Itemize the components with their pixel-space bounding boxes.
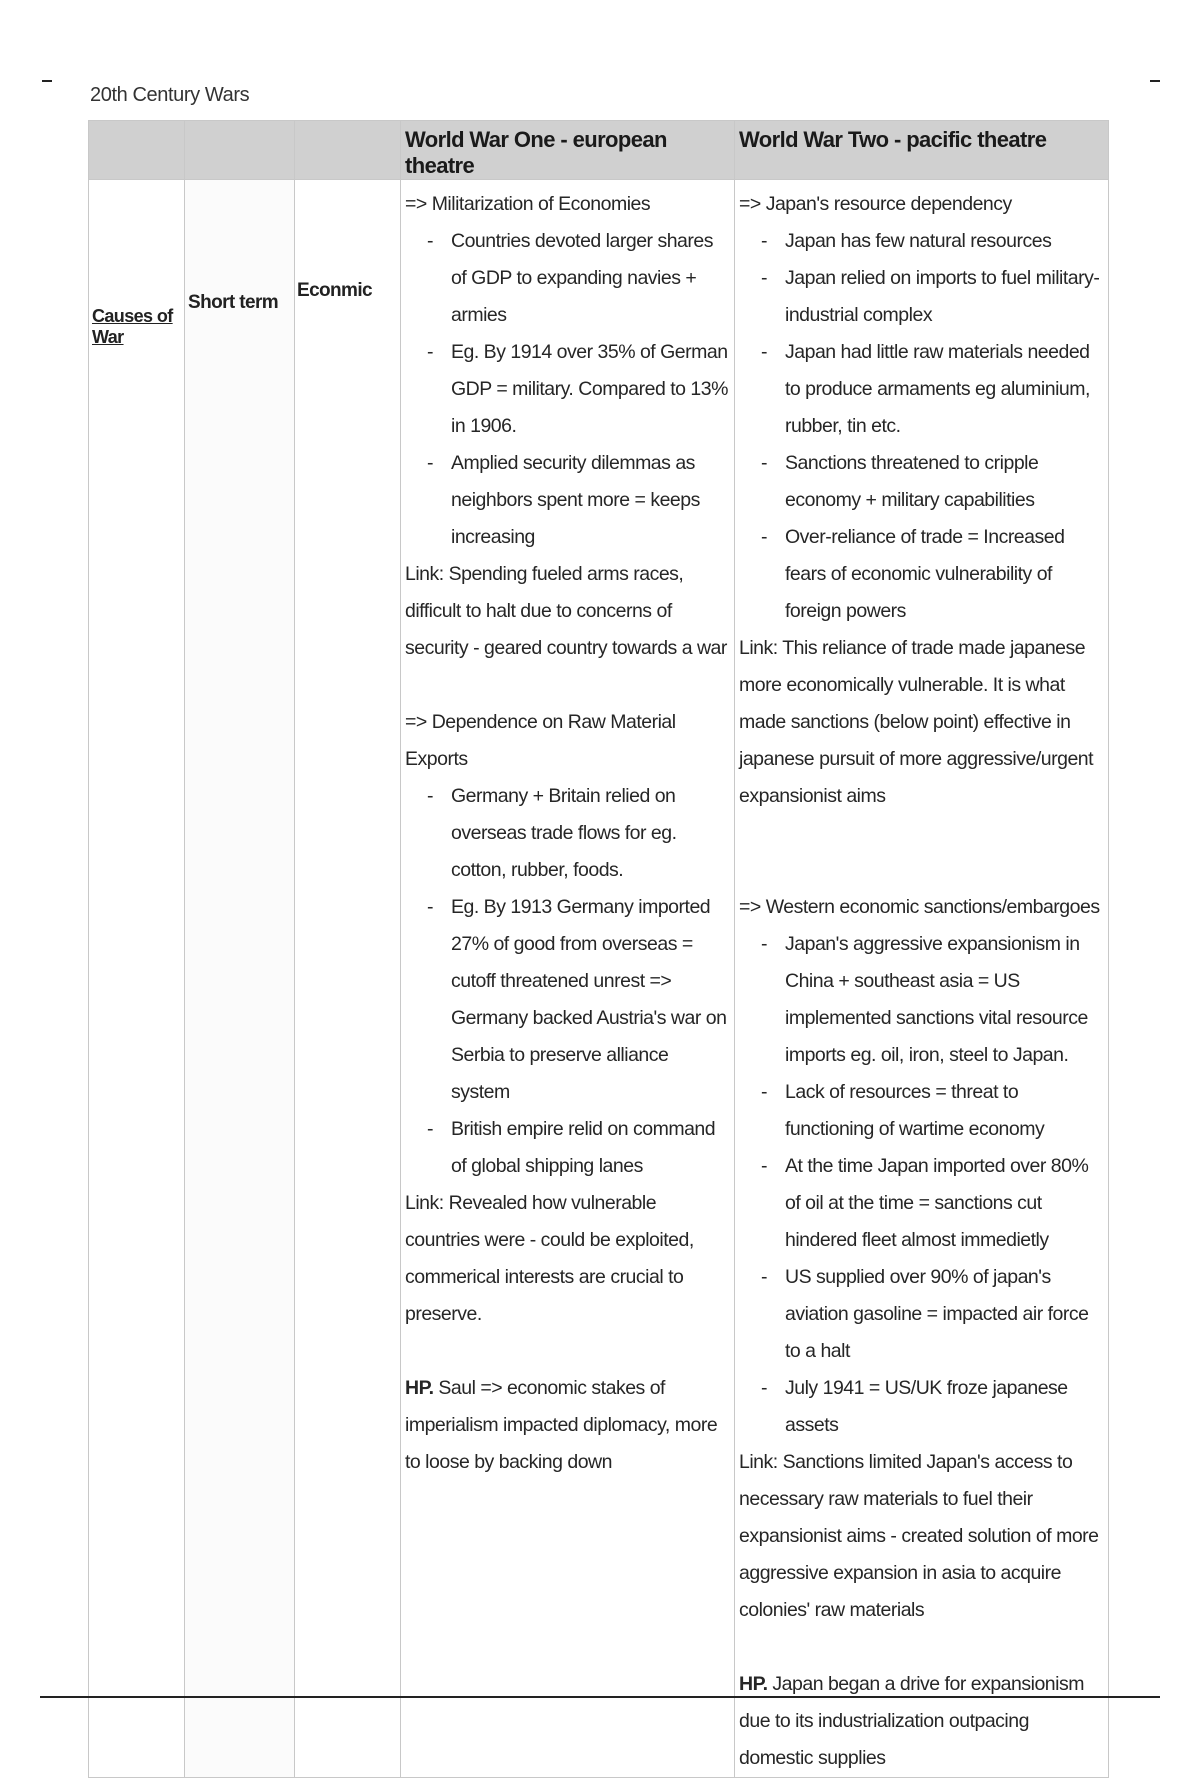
- ww1-section2-link: Link: Revealed how vulnerable countries were - could be exploited, commerical interests are crucial to preserve.: [405, 1192, 694, 1325]
- hp-label: HP.: [405, 1377, 434, 1399]
- term-label: Short term: [185, 180, 295, 1778]
- list-item: - Sanctions threatened to cripple economy + military capabilities: [785, 445, 1105, 519]
- list-item: - US supplied over 90% of japan's aviation gasoline = impacted air force to a halt: [785, 1259, 1105, 1370]
- list-item: - Countries devoted larger shares of GDP to expanding navies + armies: [451, 223, 731, 334]
- list-item: - Eg. By 1913 Germany imported 27% of good from overseas = cutoff threatened unrest => Germany backed Austria's war on Serbia to preserve alliance system: [451, 889, 731, 1111]
- ww1-section1-list: [405, 223, 731, 556]
- ww1-section2-list: [405, 778, 731, 1185]
- ww2-section2-heading: => Western economic sanctions/embargoes: [739, 896, 1100, 918]
- header-cell-cause: [89, 121, 185, 180]
- ww2-hp-paragraph: [739, 1666, 1105, 1777]
- list-item: - Japan has few natural resources: [785, 223, 1105, 260]
- ww1-section2-heading: => Dependence on Raw Material Exports: [405, 711, 676, 770]
- list-item: - British empire relid on command of global shipping lanes: [451, 1111, 731, 1185]
- list-item: - Japan relied on imports to fuel military-industrial complex: [785, 260, 1105, 334]
- list-item: - Amplied security dilemmas as neighbors spent more = keeps increasing: [451, 445, 731, 556]
- hp-text: Saul => economic stakes of imperialism impacted diplomacy, more to loose by backing down: [405, 1377, 718, 1473]
- list-item: - Over-reliance of trade = Increased fears of economic vulnerability of foreign powers: [785, 519, 1105, 630]
- ww2-section2-list: [739, 926, 1105, 1444]
- page-marker-left: [42, 80, 52, 82]
- table-row: [89, 180, 1109, 1778]
- list-item: - Lack of resources = threat to functioning of wartime economy: [785, 1074, 1105, 1148]
- ww2-section2-link: Link: Sanctions limited Japan's access to necessary raw materials to fuel their expansionist aims - created solution of more aggressive expansion in asia to acquire colonies' raw materials: [739, 1451, 1099, 1621]
- ww1-hp-paragraph: [405, 1370, 731, 1481]
- list-item: - Eg. By 1914 over 35% of German GDP = military. Compared to 13% in 1906.: [451, 334, 731, 445]
- notes-table: [88, 120, 1109, 1778]
- header-cell-type: [295, 121, 401, 180]
- type-label: Econmic: [295, 180, 401, 1778]
- ww2-cell: [735, 180, 1109, 1778]
- ww2-section1-heading: => Japan's resource dependency: [739, 193, 1012, 215]
- ww2-section1-link: Link: This reliance of trade made japanese more economically vulnerable. It is what made sanctions (below point) effective in japanese pursuit of more aggressive/urgent expansionist aims: [739, 637, 1094, 807]
- table-header-row: [89, 121, 1109, 180]
- ww1-cell: [401, 180, 735, 1778]
- document-title: 20th Century Wars: [90, 84, 250, 106]
- list-item: - Japan's aggressive expansionism in China + southeast asia = US implemented sanctions vital resource imports eg. oil, iron, steel to Japan.: [785, 926, 1105, 1074]
- hp-text: Japan began a drive for expansionism due to its industrialization outpacing domestic supplies: [739, 1673, 1084, 1769]
- header-ww1: World War One - european theatre: [401, 121, 735, 180]
- header-cell-term: [185, 121, 295, 180]
- list-item: - Japan had little raw materials needed to produce armaments eg aluminium, rubber, tin etc.: [785, 334, 1105, 445]
- page-marker-right: [1150, 80, 1160, 82]
- ww1-section1-heading: => Militarization of Economies: [405, 193, 651, 215]
- list-item: - Germany + Britain relied on overseas trade flows for eg. cotton, rubber, foods.: [451, 778, 731, 889]
- list-item: - At the time Japan imported over 80% of oil at the time = sanctions cut hindered fleet almost immedietly: [785, 1148, 1105, 1259]
- ww1-section1-link: Link: Spending fueled arms races, difficult to halt due to concerns of security - geared country towards a war: [405, 563, 727, 659]
- cause-label: Causes of War: [89, 180, 185, 1778]
- page-bottom-rule: [40, 1696, 1160, 1698]
- list-item: - July 1941 = US/UK froze japanese assets: [785, 1370, 1105, 1444]
- header-ww2: World War Two - pacific theatre: [735, 121, 1109, 180]
- hp-label: HP.: [739, 1673, 768, 1695]
- ww2-section1-list: [739, 223, 1105, 630]
